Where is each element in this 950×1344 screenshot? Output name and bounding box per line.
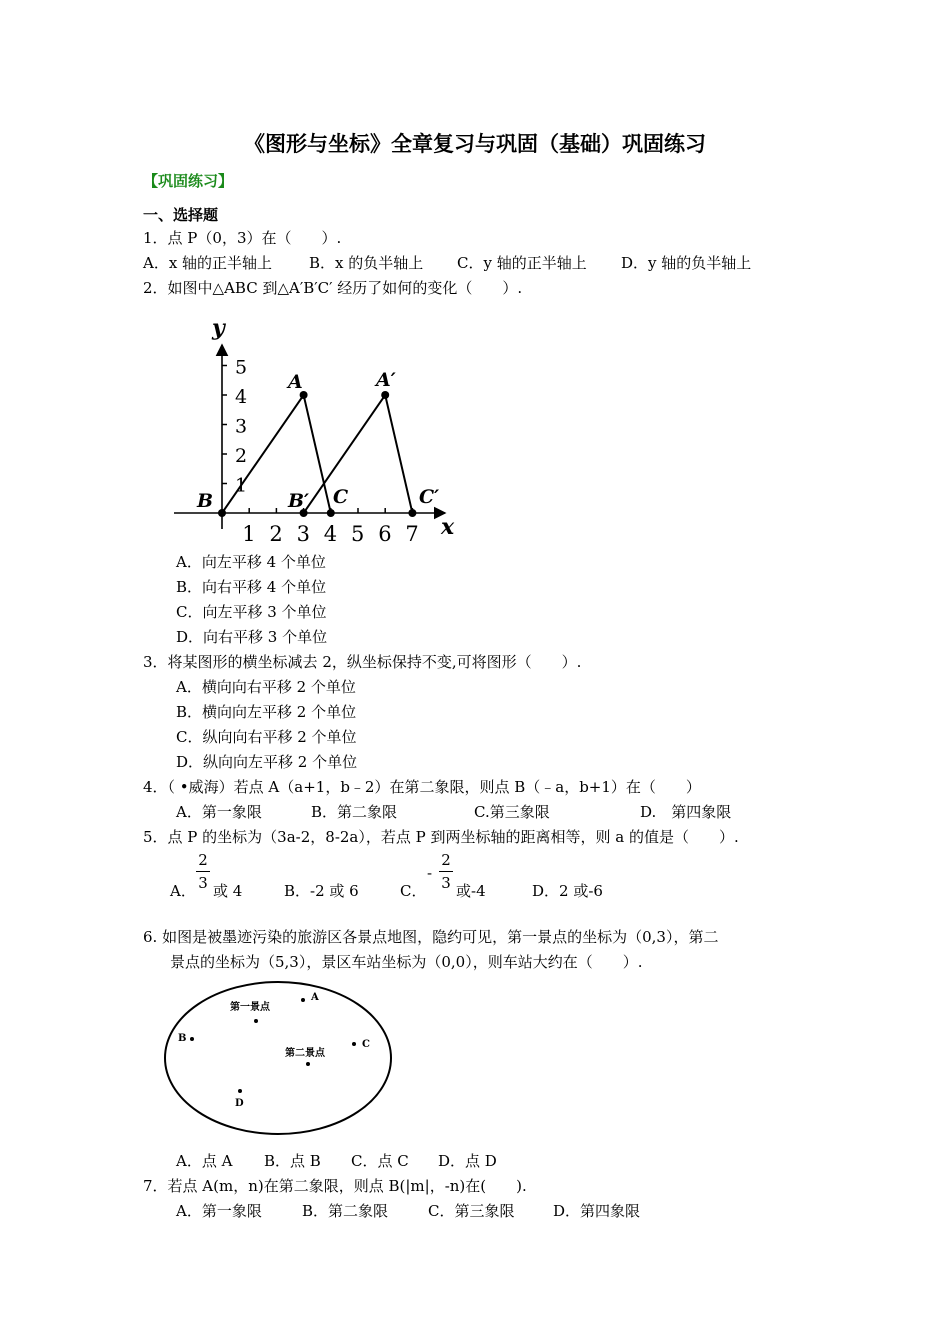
q5-option-c-denominator: 3	[441, 874, 451, 892]
q5-option-c-prefix: C．	[400, 882, 427, 900]
map-label-b: B	[178, 1033, 187, 1044]
label-c-prime: C′	[419, 486, 440, 508]
y-tick-label-5: 5	[235, 356, 248, 379]
q6-stem-line2: 景点的坐标为（5,3），景区车站坐标为（0,0），则车站大约在（ ）.	[170, 953, 643, 971]
x-tick-label-3: 3	[296, 522, 310, 545]
q7-option-b: B．第二象限	[302, 1202, 389, 1220]
label-c: C	[333, 486, 349, 508]
q5-option-b: B．-2 或 6	[284, 882, 359, 900]
q6-option-a: A．点 A	[176, 1152, 233, 1170]
q1-option-b: B．x 的负半轴上	[309, 254, 424, 272]
q7-option-c: C．第三象限	[428, 1202, 515, 1220]
map-point-spot1	[254, 1019, 258, 1023]
q6-scenic-map	[160, 975, 400, 1145]
q1-option-a: A．x 轴的正半轴上	[143, 254, 273, 272]
y-tick-label-3: 3	[235, 415, 248, 438]
q7-stem: 7．若点 A(m，n)在第二象限，则点 B(|m|，-n)在( ).	[143, 1177, 527, 1195]
y-tick-label-4: 4	[235, 386, 248, 408]
q1-option-c: C．y 轴的正半轴上	[457, 254, 587, 272]
x-tick-label-7: 7	[405, 522, 419, 545]
q5-option-a-denominator: 3	[198, 874, 208, 892]
x-tick-label-6: 6	[378, 522, 392, 545]
section-heading: 一、选择题	[143, 206, 219, 224]
q5-option-a-fraction-bar	[196, 871, 210, 872]
x-axis-label: x	[441, 514, 455, 540]
q5-stem: 5．点 P 的坐标为（3a-2，8-2a），若点 P 到两坐标轴的距离相等，则 a 的值是（ ）.	[143, 828, 739, 846]
map-label-d: D	[235, 1098, 244, 1109]
q2-stem: 2．如图中△ABC 到△A′B′C′ 经历了如何的变化（ ）.	[143, 279, 523, 297]
map-point-a	[301, 998, 305, 1002]
map-label-spot2: 第二景点	[285, 1048, 325, 1059]
map-label-spot1: 第一景点	[230, 1002, 270, 1013]
q5-option-d: D．2 或-6	[532, 882, 603, 900]
q7-option-a: A．第一象限	[176, 1202, 262, 1220]
q5-option-c-fraction-bar	[439, 871, 453, 872]
q5-option-c-numerator: 2	[441, 851, 451, 869]
q2-option-a: A．向左平移 4 个单位	[176, 553, 326, 571]
q3-option-b: B．横向向左平移 2 个单位	[176, 703, 357, 721]
y-axis-label: y	[212, 315, 225, 341]
q5-option-a-prefix: A．	[170, 882, 196, 900]
section-tag: 【巩固练习】	[143, 172, 234, 190]
label-a: A	[288, 371, 303, 393]
x-tick-label-5: 5	[351, 522, 365, 545]
q6-option-b: B．点 B	[264, 1152, 321, 1170]
triangle-abc-prime	[304, 395, 413, 513]
q3-option-c: C．纵向向右平移 2 个单位	[176, 728, 357, 746]
q2-option-c: C．向左平移 3 个单位	[176, 603, 327, 621]
q5-option-a-suffix: 或 4	[213, 882, 243, 900]
q4-option-c: C.第三象限	[474, 803, 550, 821]
q5-option-c-suffix: 或-4	[456, 882, 486, 900]
q2-option-b: B．向右平移 4 个单位	[176, 578, 327, 596]
point-b	[218, 509, 226, 517]
q6-option-d: D．点 D	[438, 1152, 497, 1170]
q3-stem: 3．将某图形的横坐标减去 2，纵坐标保持不变,可将图形（ ）.	[143, 653, 582, 671]
q5-option-a-numerator: 2	[198, 851, 208, 869]
x-tick-labels	[242, 522, 419, 545]
q2-option-d: D．向右平移 3 个单位	[176, 628, 328, 646]
q3-option-a: A．横向向右平移 2 个单位	[176, 678, 356, 696]
q6-stem-line1: 6. 如图是被墨迹污染的旅游区各景点地图，隐约可见，第一景点的坐标为（0,3），第二	[143, 928, 719, 946]
point-c	[327, 509, 335, 517]
q2-coordinate-graph	[160, 315, 470, 545]
map-label-c: C	[362, 1039, 370, 1050]
q1-option-d: D．y 轴的负半轴上	[621, 254, 752, 272]
q4-option-b: B．第二象限	[311, 803, 398, 821]
y-tick-labels	[235, 357, 247, 497]
q1-stem: 1．点 P（0，3）在（ ）.	[143, 229, 342, 247]
q5-option-c-sign: -	[427, 864, 433, 882]
y-tick-label-2: 2	[235, 445, 248, 467]
map-point-spot2	[306, 1062, 310, 1066]
label-b: B	[197, 490, 214, 512]
q6-option-c: C．点 C	[351, 1152, 409, 1170]
point-c2	[408, 509, 416, 517]
page-title: 《图形与坐标》全章复习与巩固（基础）巩固练习	[244, 131, 706, 156]
q4-option-d: D. 第四象限	[640, 803, 732, 821]
q7-option-d: D．第四象限	[553, 1202, 641, 1220]
x-tick-label-2: 2	[269, 522, 283, 545]
map-point-b	[190, 1037, 194, 1041]
map-point-d	[238, 1089, 242, 1093]
q4-stem: 4．（ •威海）若点 A（a+1，b﹣2）在第二象限，则点 B（﹣a，b+1）在（ ）	[143, 778, 701, 796]
map-point-c	[352, 1042, 356, 1046]
q3-option-d: D．纵向向左平移 2 个单位	[176, 753, 358, 771]
x-tick-label-1: 1	[242, 522, 256, 545]
label-a-prime: A′	[376, 369, 396, 391]
q4-option-a: A．第一象限	[176, 803, 262, 821]
x-tick-label-4: 4	[323, 522, 338, 545]
map-label-a: A	[311, 992, 319, 1003]
y-tick-label-1: 1	[235, 474, 248, 497]
point-a2	[381, 391, 389, 399]
label-b-prime: B′	[288, 490, 310, 512]
map-boundary	[165, 982, 391, 1134]
